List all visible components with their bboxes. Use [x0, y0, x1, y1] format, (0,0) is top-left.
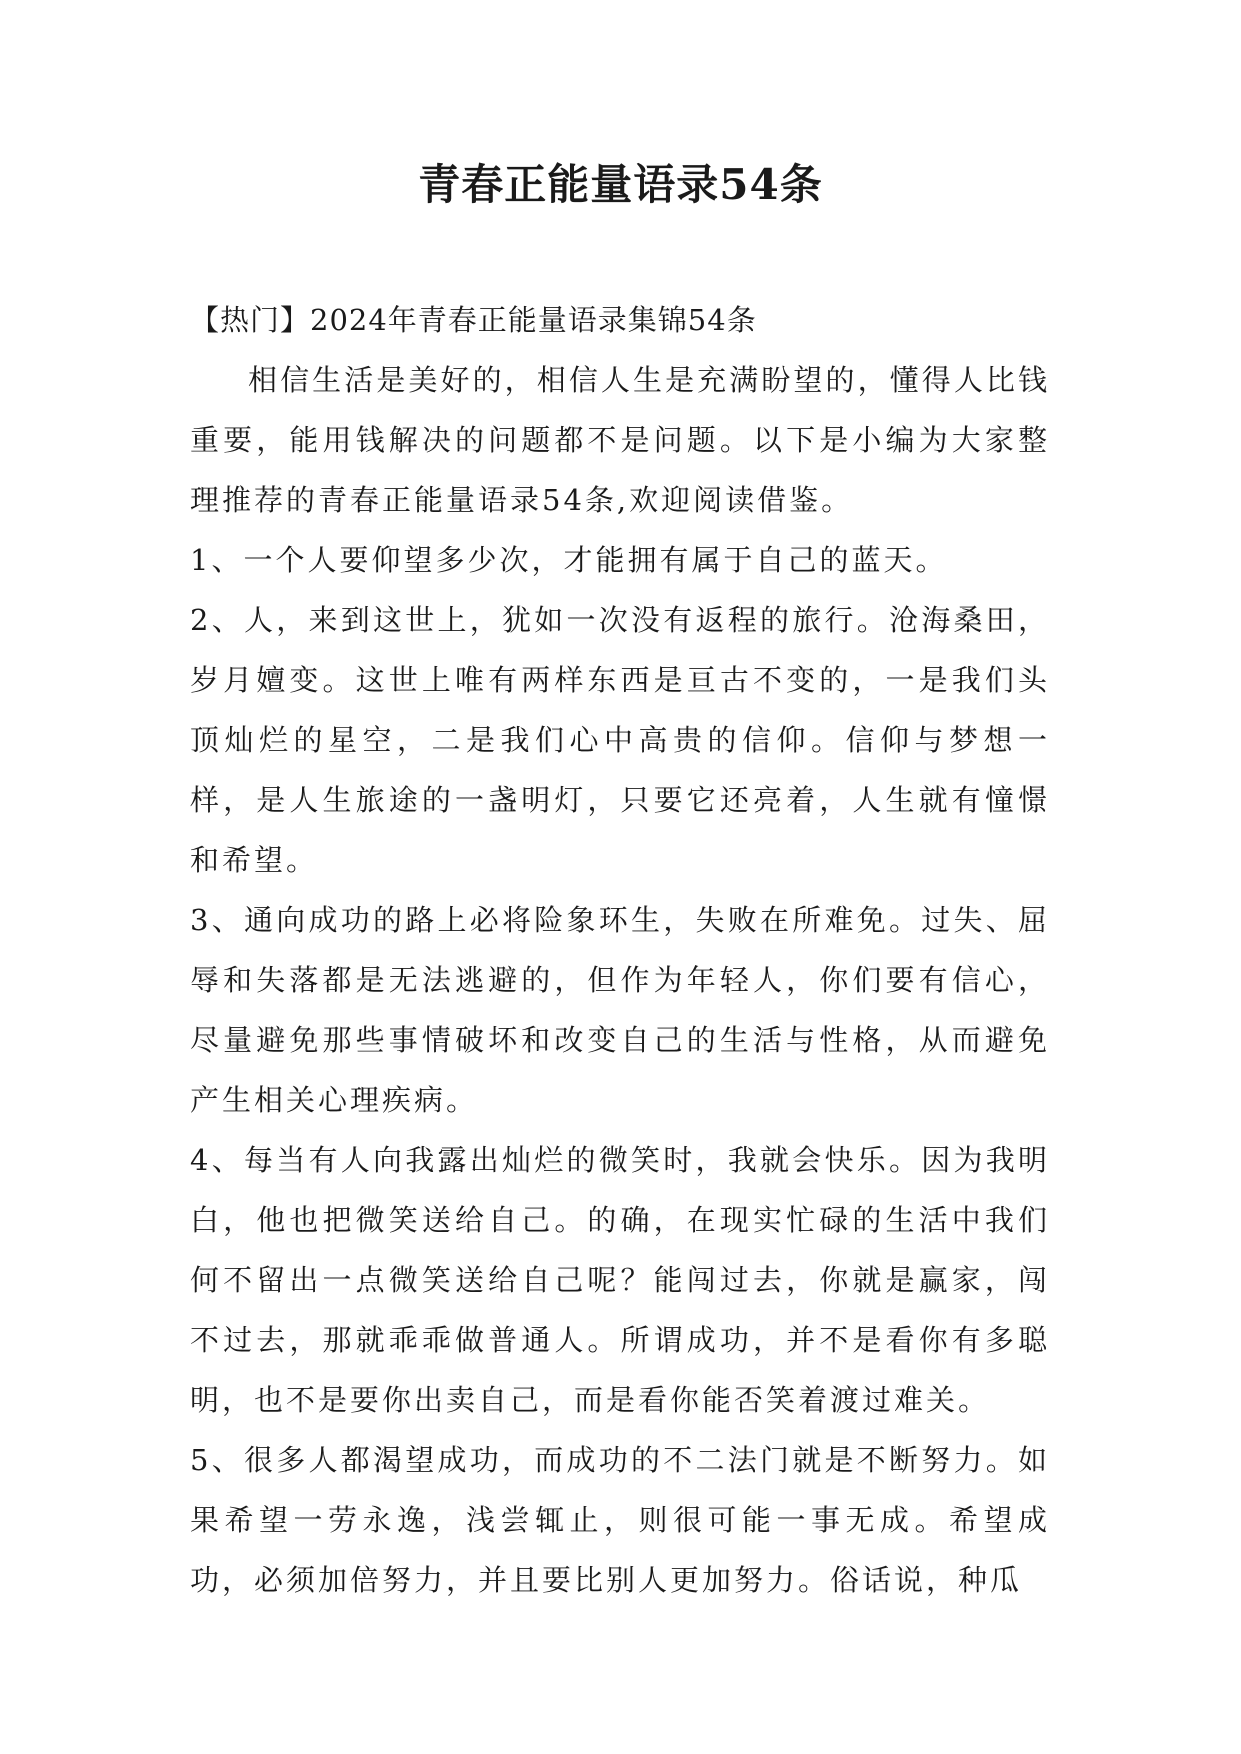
document-subtitle: 【热门】2024年青春正能量语录集锦54条	[190, 303, 757, 337]
quote-item-5: 5、很多人都渴望成功，而成功的不二法门就是不断努力。如果希望一劳永逸，浅尝辄止，则很可能一事无成。希望成功，必须加倍努力，并且要比别人更加努力。俗话说，种瓜	[190, 1443, 1050, 1597]
intro-paragraph: 相信生活是美好的，相信人生是充满盼望的，懂得人比钱重要，能用钱解决的问题都不是问题。以下是小编为大家整理推荐的青春正能量语录54条,欢迎阅读借鉴。	[190, 363, 1050, 517]
quote-item-1: 1、一个人要仰望多少次，才能拥有属于自己的蓝天。	[190, 543, 948, 577]
quote-item-2: 2、人，来到这世上，犹如一次没有返程的旅行。沧海桑田，岁月嬗变。这世上唯有两样东西是亘古不变的，一是我们头顶灿烂的星空，二是我们心中高贵的信仰。信仰与梦想一样，是人生旅途的一盏明灯，只要它还亮着，人生就有憧憬和希望。	[190, 603, 1050, 877]
quote-item-3: 3、通向成功的路上必将险象环生，失败在所难免。过失、屈辱和失落都是无法逃避的，但作为年轻人，你们要有信心，尽量避免那些事情破坏和改变自己的生活与性格，从而避免产生相关心理疾病。	[190, 903, 1050, 1117]
quote-item-4: 4、每当有人向我露出灿烂的微笑时，我就会快乐。因为我明白，他也把微笑送给自己。的确，在现实忙碌的生活中我们何不留出一点微笑送给自己呢？能闯过去，你就是赢家，闯不过去，那就乖乖做普通人。所谓成功，并不是看你有多聪明，也不是要你出卖自己，而是看你能否笑着渡过难关。	[190, 1143, 1050, 1417]
document-title: 青春正能量语录54条	[418, 160, 823, 209]
document-body	[190, 290, 1050, 1610]
